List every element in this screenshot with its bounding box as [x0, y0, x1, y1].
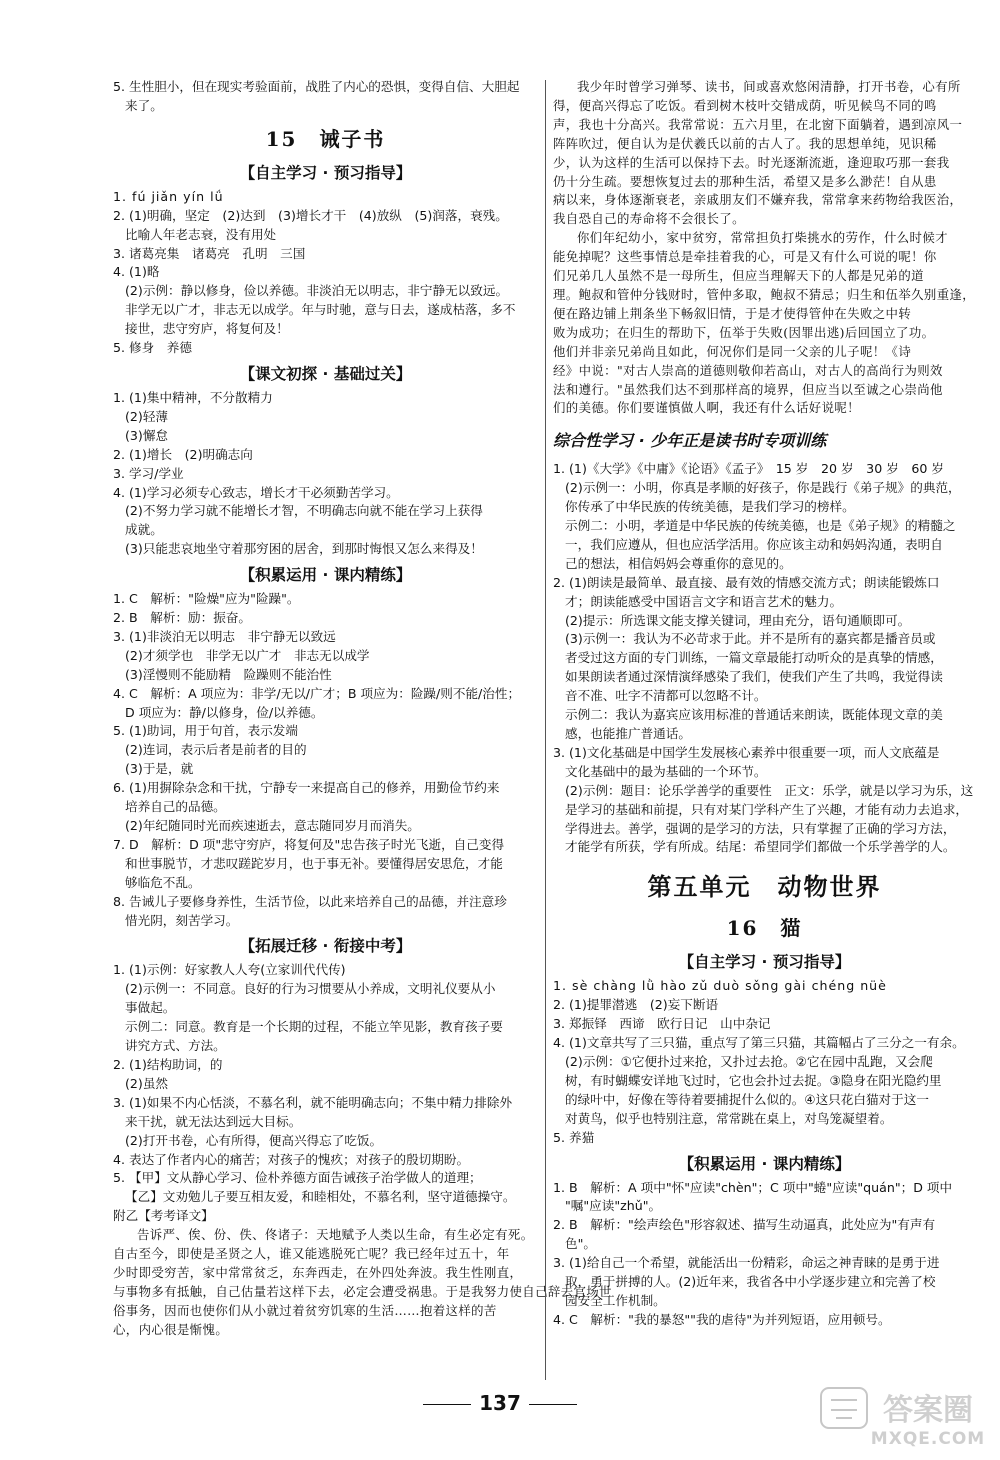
- answer-line: (3)懈怠: [125, 427, 169, 443]
- translation-line: 理。鲍叔和管仲分钱财时，管仲多取，鲍叔不猜忌；归生和伍举久别重逢，: [553, 286, 976, 302]
- translation-line: 告诉严、俟、份、佚、佟诸子：天地赋予人类以生命，有生必定有死。: [137, 1227, 534, 1243]
- answer-line: (2)打开书卷，心有所得，便高兴得忘了吃饭。: [125, 1132, 383, 1148]
- answer-line: 6. (1)用摒除杂念和干扰，宁静专一来提高自己的修养，用勤俭节约来: [113, 780, 500, 796]
- translation-line: 我自恐自己的寿命将不会很长了。: [553, 211, 745, 227]
- answer-line: 5. 生性胆小，但在现实考验面前，战胜了内心的恐惧，变得自信、大胆起: [113, 79, 520, 94]
- answer-line: 事做起。: [125, 1000, 176, 1016]
- section-heading: 【拓展迁移 · 衔接中考】: [239, 937, 412, 956]
- answer-line: 附乙【考考译文】: [113, 1208, 214, 1224]
- watermark-logo: [818, 1384, 988, 1450]
- answer-line: (2)不努力学习就不能增长才智，不明确志向就不能在学习上获得: [125, 503, 483, 519]
- answer-line: 文化基础中的最为基础的一个环节。: [565, 763, 767, 779]
- answer-line: (2)示例：①它便扑过来抢，又扑过去抢。②它在园中乱跑，又会爬: [565, 1053, 933, 1069]
- answer-line: 感，也能推广普通话。: [565, 726, 691, 741]
- answer-line: 2. (1)结构助词，的: [113, 1056, 223, 1072]
- answer-line: 讲究方式、方法。: [125, 1038, 226, 1054]
- answer-line: 4. (1)略: [113, 264, 160, 280]
- answer-line: 4. C 解析：A 项应为：非学/无以/广才；B 项应为：险躁/则不能/治性；: [113, 685, 521, 701]
- answer-line: 和世事脱节，才悲叹蹉跎岁月，也于事无补。要懂得居安思危，才能: [125, 855, 503, 871]
- answer-line: 5. 养猫: [553, 1129, 595, 1145]
- answer-line: "嘱"应读"zhǔ"。: [565, 1198, 662, 1214]
- answer-line: 1. (1)《大学》《中庸》《论语》《孟子》 15 岁 20 岁 30 岁 60 岁: [553, 461, 945, 477]
- answer-line: 才能学有所获，学有所成。结尾：希望同学们都做一个乐学善学的人。: [565, 839, 956, 855]
- section-heading: 【课文初探 · 基础过关】: [239, 364, 412, 383]
- answer-line: 1. C 解析："险燥"应为"险躁"。: [113, 591, 300, 607]
- watermark-sub-text: MXQE.COM: [870, 1429, 986, 1449]
- answer-line: 4. (1)文章共写了三只猫，重点写了第三只猫，其篇幅占了三分之一有余。: [553, 1035, 965, 1051]
- translation-line: 少时即受穷苦，家中常常贫乏，东奔西走，在外四处奔波。我生性刚直，: [113, 1264, 523, 1280]
- answer-line: 3. 学习/学业: [113, 465, 184, 481]
- answer-line: 示例二：我认为嘉宾应该用标准的普通话来朗读，既能体现文章的美: [565, 707, 943, 723]
- answer-line: 来干扰，就无法达到远大目标。: [125, 1113, 302, 1129]
- answer-line: 5. 【甲】文从静心学习、俭朴养德方面告诫孩子治学做人的道理；: [113, 1170, 482, 1186]
- answer-line: 1. (1)示例：好家教人人夸(立家训代代传): [113, 962, 346, 978]
- answer-line: 来了。: [125, 97, 163, 113]
- answer-line: (2)轻薄: [125, 408, 169, 424]
- section-heading: 【积累运用 · 课内精练】: [239, 566, 412, 585]
- answer-line: (3)淫慢则不能励精 险躁则不能治性: [125, 666, 332, 682]
- answer-line: 3. (1)文化基础是中国学生发展核心素养中很重要一项，而人文底蕴是: [553, 744, 940, 760]
- answer-line: 树，有时蝴蝶安详地飞过时，它也会扑过去捉。③隐身在阳光隐约里: [565, 1072, 942, 1088]
- special-training-title: 综合性学习 · 少年正是读书时专项训练: [553, 431, 827, 451]
- right-column: [553, 78, 976, 1330]
- answer-line: 才；朗读能感受中国语言文字和语言艺术的魅力。: [565, 593, 843, 609]
- answer-line: 1. fú jiǎn yín lǘ: [113, 188, 224, 204]
- answer-line: (2)提示：所选课文能支撑关键词，理由充分，语句通顺即可。: [565, 612, 911, 628]
- page-number-rule-right: [529, 1404, 577, 1405]
- translation-line: 便在路边铺上荆条坐下畅叙旧情，于是才使得管仲在失败之中转: [553, 305, 912, 321]
- translation-line: 经》中说："对古人崇高的道德则敬仰若高山，对古人的高尚行为则效: [553, 362, 943, 378]
- answer-line: 比喻人年老志衰，没有用处: [125, 226, 277, 242]
- answer-line: 3. (1)如果不内心恬淡，不慕名利，就不能明确志向；不集中精力排除外: [113, 1094, 513, 1110]
- answer-line: 3. 诸葛亮集 诸葛亮 孔明 三国: [113, 245, 306, 261]
- answer-line: (2)示例：题目：论乐学善学的重要性 正文：乐学，就是以学习为乐，这: [565, 782, 974, 798]
- answer-line: (3)示例一：我认为不必苛求于此。并不是所有的嘉宾都是播音员或: [565, 631, 936, 647]
- answer-line: 色"。: [565, 1236, 596, 1252]
- translation-line: 败为成功；在归生的帮助下，伍举于失败(因罪出逃)后回国立了功。: [553, 324, 935, 340]
- answer-line: 成就。: [125, 522, 163, 538]
- answer-line: D 项应为：静/以修身，俭/以养德。: [125, 704, 324, 720]
- answer-line: 如果朗读者通过深情演绎感染了我们，使我们产生了共鸣，我觉得读: [565, 669, 943, 685]
- answer-line: (2)示例：静以修身，俭以养德。非淡泊无以明志，非宁静无以致远。: [125, 283, 509, 299]
- answer-line: 示例二：小明，孝道是中华民族的传统美德，也是《弟子规》的精髓之: [565, 518, 956, 534]
- translation-line: 俗事务，因而也使你们从小就过着贫穷饥寒的生活……抱着这样的苦: [113, 1302, 497, 1318]
- answer-line: 4. 表达了作者内心的痛苦；对孩子的愧疚；对孩子的殷切期盼。: [113, 1151, 470, 1167]
- answer-line: 的绿叶中，好像在等待着要捕捉什么似的。④这只花白猫对于这一: [565, 1091, 929, 1107]
- answer-line: 5. (1)助词，用于句首，表示发端: [113, 723, 298, 739]
- answer-line: 惜光阴，刻苦学习。: [125, 912, 239, 928]
- section-heading: 【积累运用 · 课内精练】: [678, 1154, 851, 1173]
- section-heading: 【自主学习 · 预习指导】: [239, 163, 412, 182]
- translation-line: 病以来，身体逐渐衰老，亲戚朋友们不嫌弃我，常常拿来药物给我医治，: [553, 192, 963, 208]
- answer-line: 你传承了中华民族的传统美德，是我们学习的榜样。: [565, 499, 855, 515]
- translation-line: 得，便高兴得忘了吃饭。看到树木枝叶交错成荫，听见候鸟不同的鸣: [553, 97, 937, 113]
- translation-line: 少，认为这样的生活可以保持下去。时光逐渐流逝，逢迎取巧那一套我: [553, 154, 950, 170]
- answer-line: 培养自己的品德。: [125, 799, 226, 815]
- translation-line: 与事物多有抵触，自己估量若这样下去，必定会遭受祸患。于是我努力使自己辞去官场世: [113, 1283, 612, 1299]
- answer-line: 2. (1)增长 (2)明确志向: [113, 446, 253, 462]
- answer-line: 【乙】文劝勉儿子要互相友爱，和睦相处，不慕名利，坚守道德操守。: [125, 1189, 516, 1205]
- answer-line: 够临危不乱。: [125, 874, 201, 890]
- translation-line: 仍十分生疏。要想恢复过去的那种生活，希望又是多么渺茫！自从患: [553, 173, 937, 189]
- answer-line: (2)年纪随同时光而疾速逝去，意志随同岁月而消失。: [125, 818, 420, 833]
- page-number-text: 137: [479, 1391, 521, 1415]
- answer-line: (2)才须学也 非学无以广才 非志无以成学: [125, 647, 370, 663]
- answer-line: (3)只能悲哀地坐守着那穷困的居舍，到那时悔恨又怎么来得及！: [125, 541, 483, 557]
- section-heading: 【自主学习 · 预习指导】: [678, 953, 851, 972]
- translation-line: 声，我也十分高兴。我常常说：五六月里，在北窗下面躺着，遇到凉风一: [553, 116, 963, 132]
- answer-line: 2. (1)朗读是最简单、最直接、最有效的情感交流方式；朗读能锻炼口: [553, 574, 940, 590]
- answer-line: 1. sè chàng lǜ hào zǔ duò sǒng gài chéng nüè: [553, 978, 887, 994]
- translation-line: 阵阵吹过，便自认为是伏羲氏以前的古人了。我的思想单纯，见识稀: [553, 135, 937, 151]
- column-divider: [545, 80, 546, 1380]
- answer-line: 3. (1)非淡泊无以明志 非宁静无以致远: [113, 628, 336, 644]
- translation-line: 们兄弟几人虽然不是一母所生，但应当理解天下的人都是兄弟的道: [553, 268, 924, 284]
- answer-line: 取，勇于拼搏的人。(2)近年来，我省各中小学逐步建立和完善了校: [565, 1274, 936, 1290]
- translation-line: 我少年时曾学习弹琴、读书，间或喜欢悠闲清静，打开书卷，心有所: [577, 79, 961, 94]
- translation-line: 能免掉呢？这些事情总是牵挂着我的心，可是又有什么可说的呢！你: [553, 249, 937, 265]
- translation-line: 们的美德。你们要谨慎做人啊，我还有什么话好说呢！: [553, 400, 860, 416]
- translation-line: 心，内心很是惭愧。: [113, 1321, 229, 1337]
- answer-line: 5. 修身 养德: [113, 340, 192, 356]
- answer-line: 己的想法，相信妈妈会尊重你的意见的。: [565, 555, 792, 571]
- answer-line: 一，我们应遵从，但也应活学活用。你应该主动和妈妈沟通，表明自: [565, 536, 943, 552]
- answer-line: 者受过这方面的专门训练，一篇文章最能打动听众的是真挚的情感，: [565, 650, 943, 666]
- answer-line: 2. (1)提罪潜逃 (2)妄下断语: [553, 997, 719, 1013]
- answer-line: (2)示例一：小明，你真是孝顺的好孩子，你是践行《弟子规》的典范，: [565, 480, 961, 496]
- translation-line: 他们并非亲兄弟尚且如此，何况你们是同一父亲的儿子呢！《诗: [553, 343, 912, 359]
- answer-line: 1. B 解析：A 项中"怀"应读"chèn"；C 项中"蜷"应读"quán"；D 项中: [553, 1179, 953, 1195]
- answer-line: (2)虽然: [125, 1075, 169, 1091]
- answer-line: 2. B 解析："绘声绘色"形容叙述、描写生动逼真，此处应为"有声有: [553, 1217, 936, 1233]
- answer-line: 接世，悲守穷庐，将复何及！: [125, 321, 289, 337]
- answer-line: 是学习的基础和前提，只有对某门学科产生了兴趣，才能有动力去追求，: [565, 801, 968, 817]
- translation-line: 自古至今，即使是圣贤之人，谁又能逃脱死亡呢？我已经年过五十，年: [113, 1246, 510, 1262]
- answer-line: 8. 告诫儿子要修身养性，生活节俭，以此来培养自己的品德，并注意珍: [113, 893, 507, 909]
- lesson-title: 15 诫子书: [265, 126, 386, 151]
- lesson-title: 16 猫: [726, 916, 803, 941]
- answer-line: 2. (1)明确，坚定 (2)达到 (3)增长才干 (4)放纵 (5)润落，衰残。: [113, 207, 508, 223]
- answer-line: (2)示例一：不同意。良好的行为习惯要从小养成，文明礼仪要从小: [125, 981, 496, 997]
- answer-line: 音不准、吐字不清都可以忽略不计。: [565, 688, 767, 704]
- watermark-main-text: 答案圈: [883, 1393, 973, 1428]
- answer-line: 3. (1)给自己一个希望，就能活出一份精彩，命运之神青睐的是勇于进: [553, 1255, 940, 1271]
- answer-line: 学得进去。善学，强调的是学习的方法，只有掌握了正确的学习方法，: [565, 820, 956, 836]
- answer-line: 4. (1)学习必须专心致志，增长才干必须勤苦学习。: [113, 484, 399, 500]
- translation-line: 法和遵行。"虽然我们达不到那样高的境界，但应当以至诚之心崇尚他: [553, 381, 943, 397]
- answer-line: 4. C 解析："我的暴怒""我的虐待"为并列短语，应用顿号。: [553, 1311, 891, 1327]
- answer-line: 7. D 解析：D 项"悲守穷庐，将复何及"忠告孩子时光飞逝，自己变得: [113, 836, 505, 852]
- answer-line: 示例二：同意。教育是一个长期的过程，不能立竿见影，教育孩子要: [125, 1019, 503, 1035]
- page-number-rule-left: [423, 1404, 471, 1405]
- answer-line: (2)连词，表示后者是前者的目的: [125, 742, 307, 758]
- answer-line: 3. 郑振铎 西谛 欧行日记 山中杂记: [553, 1016, 771, 1032]
- unit-title: 第五单元 动物世界: [647, 873, 882, 902]
- answer-line: 园安全工作机制。: [565, 1292, 666, 1308]
- answer-line: 1. (1)集中精神，不分散精力: [113, 389, 273, 405]
- answer-line: (3)于是，就: [125, 761, 194, 777]
- answer-line: 2. B 解析：励：振奋。: [113, 610, 252, 626]
- translation-line: 你们年纪幼小，家中贫穷，常常担负打柴挑水的劳作，什么时候才: [577, 230, 948, 246]
- answer-line: 非学无以广才，非志无以成学。年与时驰，意与日去，遂成枯落，多不: [125, 302, 516, 318]
- answer-line: 对黄鸟，似乎也特别注意，常常跳在桌上，对鸟笼凝望着。: [565, 1110, 893, 1126]
